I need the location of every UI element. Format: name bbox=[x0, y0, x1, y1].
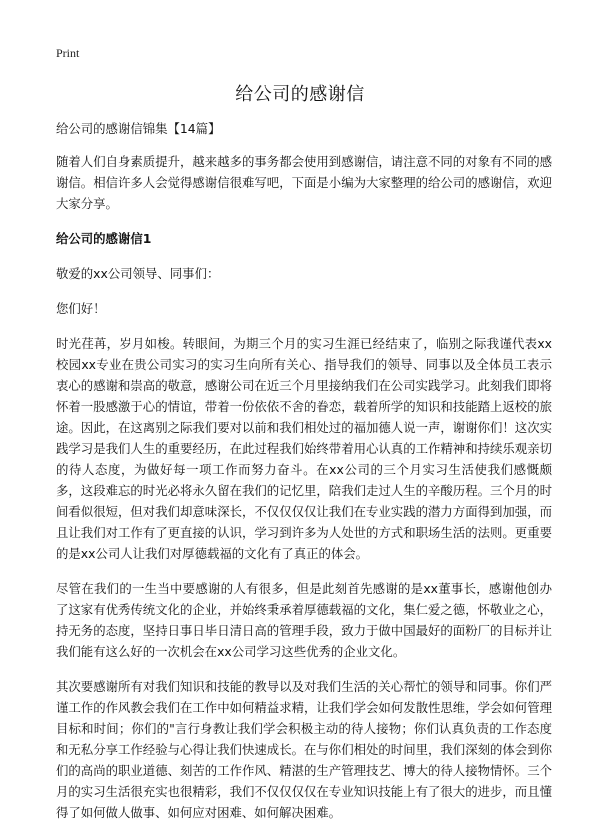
document-body bbox=[56, 118, 552, 837]
body-paragraph: 其次要感谢所有对我们知识和技能的教导以及对我们生活的关心帮忙的领导和同事。你们严谨工作的作风教会我们在工作中如何精益求精，让我们学会如何发散性思维，学会如何管理目标和时间；你们的"言行身教让我们学会积极主动的待人接物；你们认真负责的工作态度和无私分享工作经验与心得让我们快速成长。在与你们相处的时间里，我们深刻的体会到你们的高尚的职业道德、刻苦的工作作风、精湛的生产管理技艺、博大的待人接物情怀。三个月的实习生活很充实也很精彩，我们不仅仅仅仅在专业知识技能上有了很大的进步，而且懂得了如何做人做事、如何应对困难、如何解决困难。 bbox=[56, 679, 552, 820]
intro-paragraph: 随着人们自身素质提升，越来越多的事务都会使用到感谢信，请注意不同的对象有不同的感谢信。相信许多人会觉得感谢信很难写吧，下面是小编为大家整理的给公司的感谢信，欢迎大家分享。 bbox=[56, 154, 552, 211]
greeting: 您们好！ bbox=[56, 301, 106, 316]
print-link[interactable]: Print bbox=[56, 46, 80, 60]
document-subtitle: 给公司的感谢信锦集【14篇】 bbox=[56, 121, 221, 136]
body-paragraph: 时光荏苒，岁月如梭。转眼间，为期三个月的实习生涯已经结束了，临别之际我谨代表xx校园xx专业在贵公司实习的实习生向所有关心、指导我们的领导、同事以及全体员工表示衷心的感谢和崇高的敬意，感谢公司在近三个月里接纳我们在公司实践学习。此刻我们即将怀着一股感激于心的情谊，带着一份依依不舍的眷恋，载着所学的知识和技能踏上返校的旅途。因此，在这离别之际我们要对以前和我们相处过的福加德人说一声，谢谢你们！这次实践学习是我们人生的重要经历，在此过程我们始终带着用心认真的工作精神和持续乐观亲切的待人态度，为做好每一项工作而努力奋斗。在xx公司的三个月实习生活使我们感慨颇多，这段难忘的时光必将永久留在我们的记忆里，陪我们走过人生的辛酸历程。三个月的时间看似很短，但对我们却意味深长，不仅仅仅仅让我们在专业实践的潜力方面得到加强，而且让我们对工作有了更直接的认识，学习到许多为人处世的方式和职场生活的法则。更重要的是xx公司人让我们对厚德载福的文化有了真正的体会。 bbox=[56, 336, 552, 561]
salutation: 敬爱的xx公司领导、同事们： bbox=[56, 266, 220, 281]
page-title: 给公司的感谢信 bbox=[235, 84, 365, 105]
section-heading: 给公司的感谢信1 bbox=[56, 231, 152, 246]
body-paragraph: 尽管在我们的一生当中要感谢的人有很多，但是此刻首先感谢的是xx董事长，感谢他创办了这家有优秀传统文化的企业，并始终秉承着厚德载福的文化，集仁爱之德，怀敬业之心，持无务的态度，坚持日事日毕日清日高的管理手段，致力于做中国最好的面粉厂的目标并让我们能有这么好的一次机会在xx公司学习这些优秀的企业文化。 bbox=[56, 581, 552, 659]
